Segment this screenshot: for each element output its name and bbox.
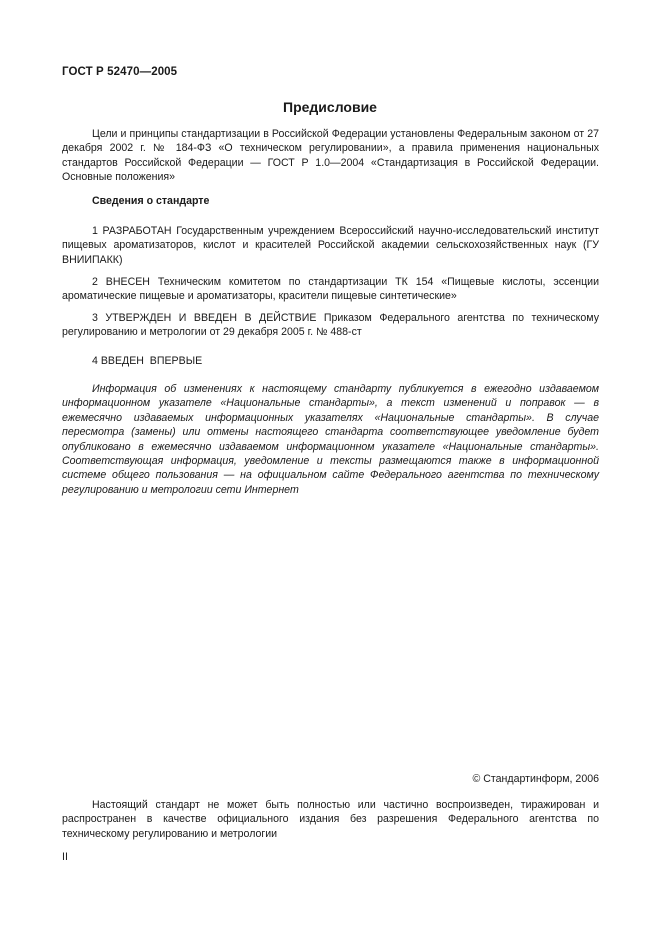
item-1-block <box>62 224 599 267</box>
item-introduced: 4 ВВЕДЕН ВПЕРВЫЕ <box>92 355 203 367</box>
copyright: © Стандартинформ, 2006 <box>472 773 599 785</box>
item-3-block <box>62 311 599 340</box>
preface-intro: Цели и принципы стандартизации в Российской Федерации установлены Федеральным законом от 27 декабря 2002 г. № 184-ФЗ «О техническом регулировании», а правила применения национальных стандартов Российской Федерации — ГОСТ Р 1.0—2004 «Стандартизация в Российской Федерации. Основные положения» <box>62 128 599 184</box>
item-submitted: 2 ВНЕСЕН Техническим комитетом по стандартизации ТК 154 «Пищевые кислоты, эссенции ароматические пищевые и ароматизаторы, красители пищевые синтетические» <box>62 276 599 303</box>
reproduction-notice: Настоящий стандарт не может быть полностью или частично воспроизведен, тиражирован и распространен в качестве официального издания без разрешения Федерального агентства по техническому регулированию и метрологии <box>62 799 599 840</box>
item-approved: 3 УТВЕРЖДЕН И ВВЕДЕН В ДЕЙСТВИЕ Приказом Федерального агентства по техническому регулированию и метрологии от 29 декабря 2005 г. № 488-ст <box>62 312 599 339</box>
document-id: ГОСТ Р 52470—2005 <box>62 66 178 78</box>
standard-info-heading: Сведения о стандарте <box>92 195 210 207</box>
notice-block <box>62 382 599 497</box>
page-title: Предисловие <box>283 99 377 115</box>
changes-notice: Информация об изменениях к настоящему стандарту публикуется в ежегодно издаваемом информационном указателе «Национальные стандарты», а текст изменений и поправок — в ежемесячно издаваемых информационных указателях «Национальные стандарты». В случае пересмотра (замены) или отмены настоящего стандарта соответствующее уведомление будет опубликовано в ежемесячно издаваемом информационном указателе «Национальные стандарты». Соответствующая информация, уведомление и тексты размещаются также в информационной системе общего пользования — на официальном сайте Федерального агентства по техническому регулированию и метрологии сети Интернет <box>62 383 599 496</box>
item-2-block <box>62 275 599 304</box>
item-developed: 1 РАЗРАБОТАН Государственным учреждением Всероссийский научно-исследовательский институт пищевых ароматизаторов, кислот и красителей Российской академии сельскохозяйственных наук (ГУ ВНИИПАКК) <box>62 225 599 266</box>
reproduction-block <box>62 798 599 841</box>
item-4-block <box>62 354 599 368</box>
preface-intro-block <box>62 127 599 185</box>
page-number: II <box>62 851 68 863</box>
